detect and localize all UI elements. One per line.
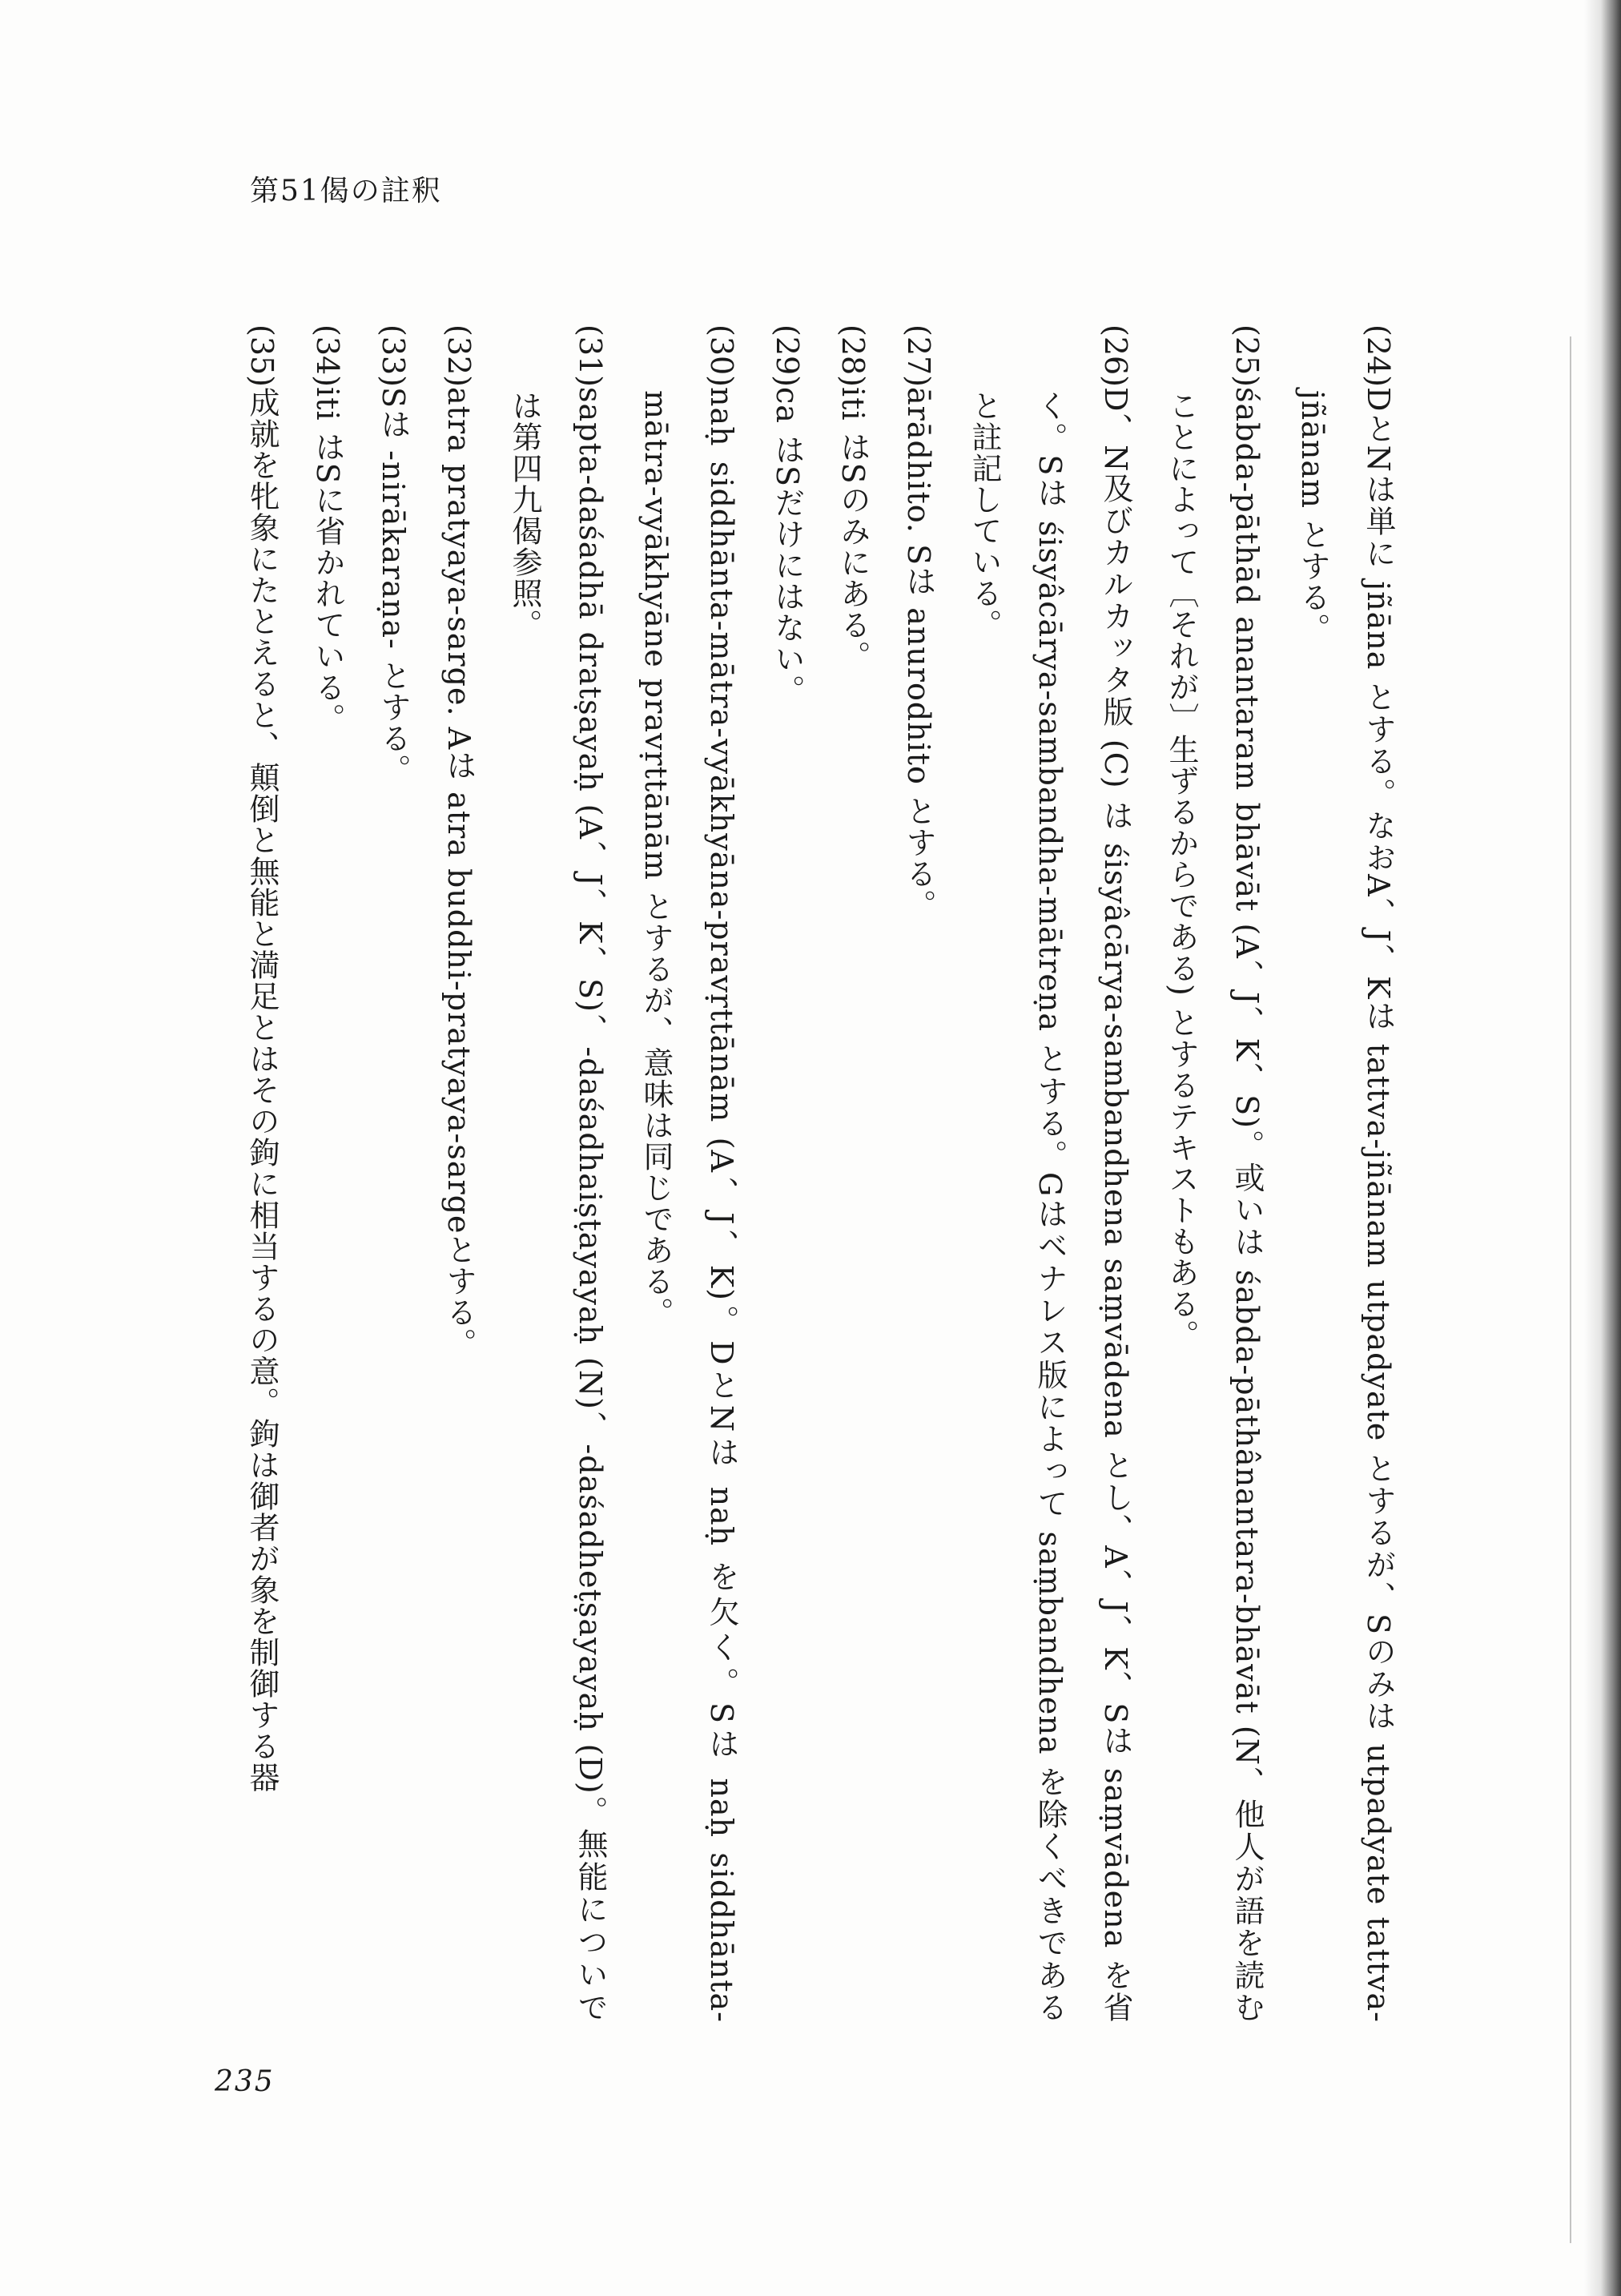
note-number: (30) bbox=[704, 324, 739, 388]
note-26 bbox=[951, 324, 1148, 2023]
note-34 bbox=[295, 324, 360, 2023]
note-number: (27) bbox=[901, 324, 936, 388]
note-text: iti はSに省かれている。 bbox=[310, 387, 345, 735]
note-text: ārādhito. Sは anurodhito とする。 bbox=[901, 387, 936, 921]
note-text: iti はSのみにある。 bbox=[835, 387, 871, 672]
note-number: (34) bbox=[310, 324, 345, 388]
binding-shadow bbox=[1584, 0, 1621, 2296]
binding-line bbox=[1570, 336, 1571, 2243]
note-29 bbox=[754, 324, 820, 2023]
note-32 bbox=[426, 324, 492, 2023]
note-text: naḥ siddhānta-mātra-vyākhyāna-pravṛttānām (A、J、K)。DとNは naḥ を欠く。Sは naḥ siddhānta-mātra-vyākhyāne pravṛttānām とするが、意味は同じである。 bbox=[638, 387, 739, 2023]
note-text: DとNは単に jñāna とする。なおA、J、Kは tattva-jñānam utpadyate とするが、Sのみは utpadyate tattva-jñānam とする。 bbox=[1295, 387, 1396, 2023]
note-number: (28) bbox=[835, 324, 871, 388]
note-text: D、N及びカルカッタ版 (C) は śisyâcārya-sambandhena saṃvādena とし、A、J、K、Sは saṃvādena を省く。Sは śisyâcārya-sambandha-mātreṇa とする。Gはベナレス版によって saṃbandhena を除くべきであると註記している。 bbox=[967, 387, 1133, 2023]
note-30 bbox=[623, 324, 754, 2023]
note-text: śabda-pāthād anantaram bhāvāt (A、J、K、S)。或いは śabda-pāthânantara-bhāvāt (N、他人が語を読むことによって〔それが〕生ずるからである) とするテキストもある。 bbox=[1164, 387, 1265, 2023]
note-number: (29) bbox=[770, 324, 805, 388]
note-35 bbox=[229, 324, 295, 2023]
running-head: 第51偈の註釈 bbox=[250, 175, 442, 207]
note-27 bbox=[886, 324, 951, 2023]
note-25 bbox=[1148, 324, 1280, 2023]
note-31 bbox=[492, 324, 623, 2023]
note-text: atra pratyaya-sarge. Aは atra buddhi-pratyaya-sargeとする。 bbox=[441, 387, 477, 1359]
note-text: 成就を牝象にたとえると、顛倒と無能と満足とはその鉤に相当するの意。鉤は御者が象を制御する器 bbox=[244, 387, 280, 1794]
note-33 bbox=[360, 324, 426, 2023]
note-number: (25) bbox=[1229, 324, 1265, 388]
note-text: ca はSだけにはない。 bbox=[770, 387, 805, 707]
note-28 bbox=[820, 324, 886, 2023]
note-number: (35) bbox=[244, 324, 280, 388]
note-number: (24) bbox=[1361, 324, 1396, 388]
note-number: (26) bbox=[1098, 324, 1133, 388]
note-number: (31) bbox=[573, 324, 608, 388]
note-text: Sは -nirākaraṇa- とする。 bbox=[376, 387, 411, 785]
footnotes-column bbox=[202, 324, 1411, 2023]
note-number: (32) bbox=[441, 324, 477, 388]
note-number: (33) bbox=[376, 324, 411, 388]
note-24 bbox=[1280, 324, 1411, 2023]
page-number: 235 bbox=[215, 2065, 275, 2098]
note-text: sapta-daśadhā dratṣayaḥ (A、J、K、S)、-daśadhaiṣṭayayaḥ (N)、-daśadheṭṣayayaḥ (D)。無能についでは第四九偈参照。 bbox=[507, 387, 608, 2023]
